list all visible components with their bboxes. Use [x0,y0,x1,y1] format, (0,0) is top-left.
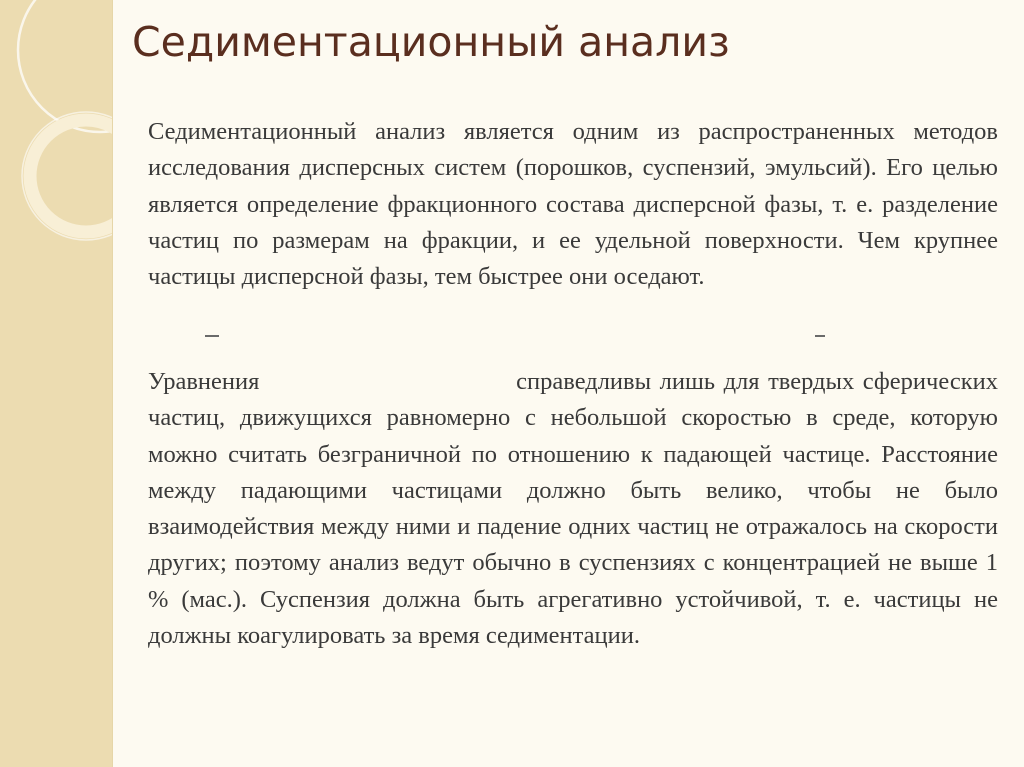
paragraph-1-text: Седиментационный анализ является одним из распространенных методов исследования дисперсных систем (порошков, суспензий, эмульсий). Его целью является определение фракционного состава дисперсной фазы, т. е. разделение частиц по размерам на фракции, и ее удельной поверхности. Чем крупнее частицы дисперсной фазы, тем быстрее они оседают. [148,118,998,291]
paragraph-1 [148,114,998,295]
paragraph-2-text: Уравнения справедливы лишь для твердых сферических частиц, движущихся равномерно с небольшой скоростью в среде, которую можно считать безграничной по отношению к падающей частице. Расстояние между падающими частицами должно быть велико, чтобы не было взаимодействия между ними и падение одних частиц не отражалось на скорости других; поэтому анализ ведут обычно в суспензиях с концентрацией не выше 1 % (мас.). Суспензия должна быть агрегативно устойчивой, т. е. частицы не должны коагулировать за время седиментации. [148,368,1005,650]
decorative-side-band [0,0,112,767]
cropped-mark-left [205,335,219,337]
decorative-circles [0,0,112,300]
slide-title: Седиментационный анализ [132,18,730,66]
cropped-text-line [205,335,835,339]
band-divider [112,0,113,767]
paragraph-2 [148,364,1005,654]
cropped-mark-right [815,335,825,337]
